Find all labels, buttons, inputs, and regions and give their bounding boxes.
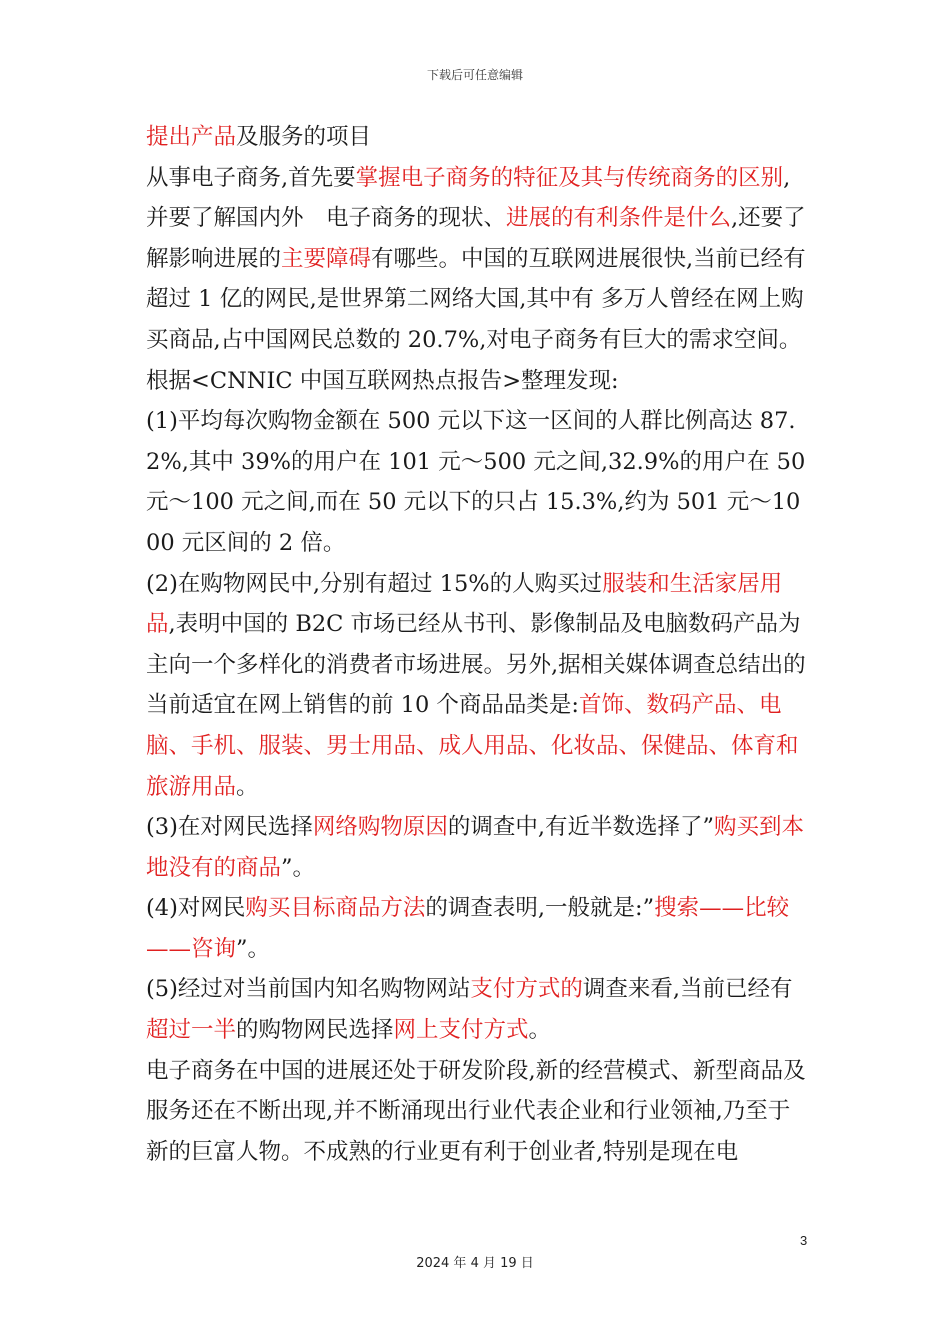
- section-title: [146, 117, 810, 158]
- highlight-text: 超过一半: [146, 1017, 237, 1044]
- body-text: ,表明中国的 B2C 市场已经从书刊、影像制品及电脑数码产品为主向一个多样化的消费者市场进展。另外,据相关媒体调查总结出的当前适宜在网上销售的前 10 个商品品类是:: [146, 611, 806, 719]
- body-text: 。: [528, 1017, 552, 1044]
- highlight-text: 主要障碍: [281, 245, 372, 272]
- body-text: ,并要了解国内外 电子商务的现状、: [146, 164, 791, 232]
- body-text: 的购物网民选择: [236, 1017, 394, 1044]
- list-item-3: [146, 807, 810, 888]
- page-footer-date: 2024 年 4 月 19 日: [416, 1256, 534, 1271]
- body-text: (3)在对网民选择: [146, 814, 313, 841]
- body-text: (4)对网民: [146, 895, 246, 922]
- paragraph-source: 根据<CNNIC 中国互联网热点报告>整理发现:: [146, 367, 619, 394]
- body-text: 从事电子商务,首先要: [146, 164, 356, 191]
- body-text: 。: [236, 773, 259, 800]
- highlight-text: 购买到本地没有的商品: [146, 814, 805, 881]
- highlight-text: 首饰、数码产品、电脑、手机、服装、男士用品、成人用品、化妆品、保健品、体育和旅游用品: [146, 692, 799, 800]
- highlight-text: 掌握电子商务的特征及其与传统商务的区别: [355, 164, 784, 191]
- highlight-text: 支付方式的: [470, 976, 583, 1003]
- page-header: 下载后可任意编辑: [426, 68, 523, 82]
- body-text: ,还要了解影响进展的: [146, 205, 806, 272]
- paragraph-intro: [146, 158, 810, 361]
- body-text: 调查来看,当前已经有: [582, 976, 793, 1003]
- list-item-5: [146, 969, 810, 1050]
- page-number: 3: [800, 1233, 808, 1248]
- highlight-text: 提出产品: [146, 124, 237, 150]
- highlight-text: 进展的有利条件是什么: [506, 205, 732, 232]
- highlight-text: 购买目标商品方法: [245, 895, 426, 922]
- highlight-text: 服装和生活家居用品: [146, 570, 783, 638]
- highlight-text: 网络购物原因: [312, 814, 448, 841]
- list-item-2: [146, 564, 810, 808]
- highlight-text: 网上支付方式: [393, 1017, 529, 1044]
- list-item-4: [146, 888, 810, 969]
- body-text: 有哪些。中国的互联网进展很快,当前已经有超过 1 亿的网民,是世界第二网络大国,其中有 多万人曾经在网上购买商品,占中国网民总数的 20.7%,对电子商务有巨大的需求空间。: [146, 245, 806, 353]
- body-text: ”。: [236, 935, 271, 962]
- body-text: 及服务的项目: [236, 124, 372, 150]
- body-text: 的调查表明,一般就是:”: [425, 895, 655, 922]
- body-text: (2)在购物网民中,分别有超过 15%的人购买过: [146, 570, 603, 597]
- highlight-text: 搜索——比较——咨询: [146, 895, 790, 962]
- paragraph-outlook: 电子商务在中国的进展还处于研发阶段,新的经营模式、新型商品及服务还在不断出现,并不断涌现出行业代表企业和行业领袖,乃至于新的巨富人物。不成熟的行业更有利于创业者,特别是现在电: [146, 1057, 806, 1165]
- document-body: [146, 117, 810, 1172]
- list-item-1: (1)平均每次购物金额在 500 元以下这一区间的人群比例高达 87.2%,其中 39%的用户在 101 元～500 元之间,32.9%的用户在 50 元～100 元之间,而在 50 元以下的只占 15.3%,约为 501 元～1000 元区间的 2 倍。: [146, 408, 806, 556]
- body-text: ”。: [281, 854, 316, 881]
- body-text: (5)经过对当前国内知名购物网站: [146, 976, 471, 1003]
- body-text: 的调查中,有近半数选择了”: [447, 814, 715, 841]
